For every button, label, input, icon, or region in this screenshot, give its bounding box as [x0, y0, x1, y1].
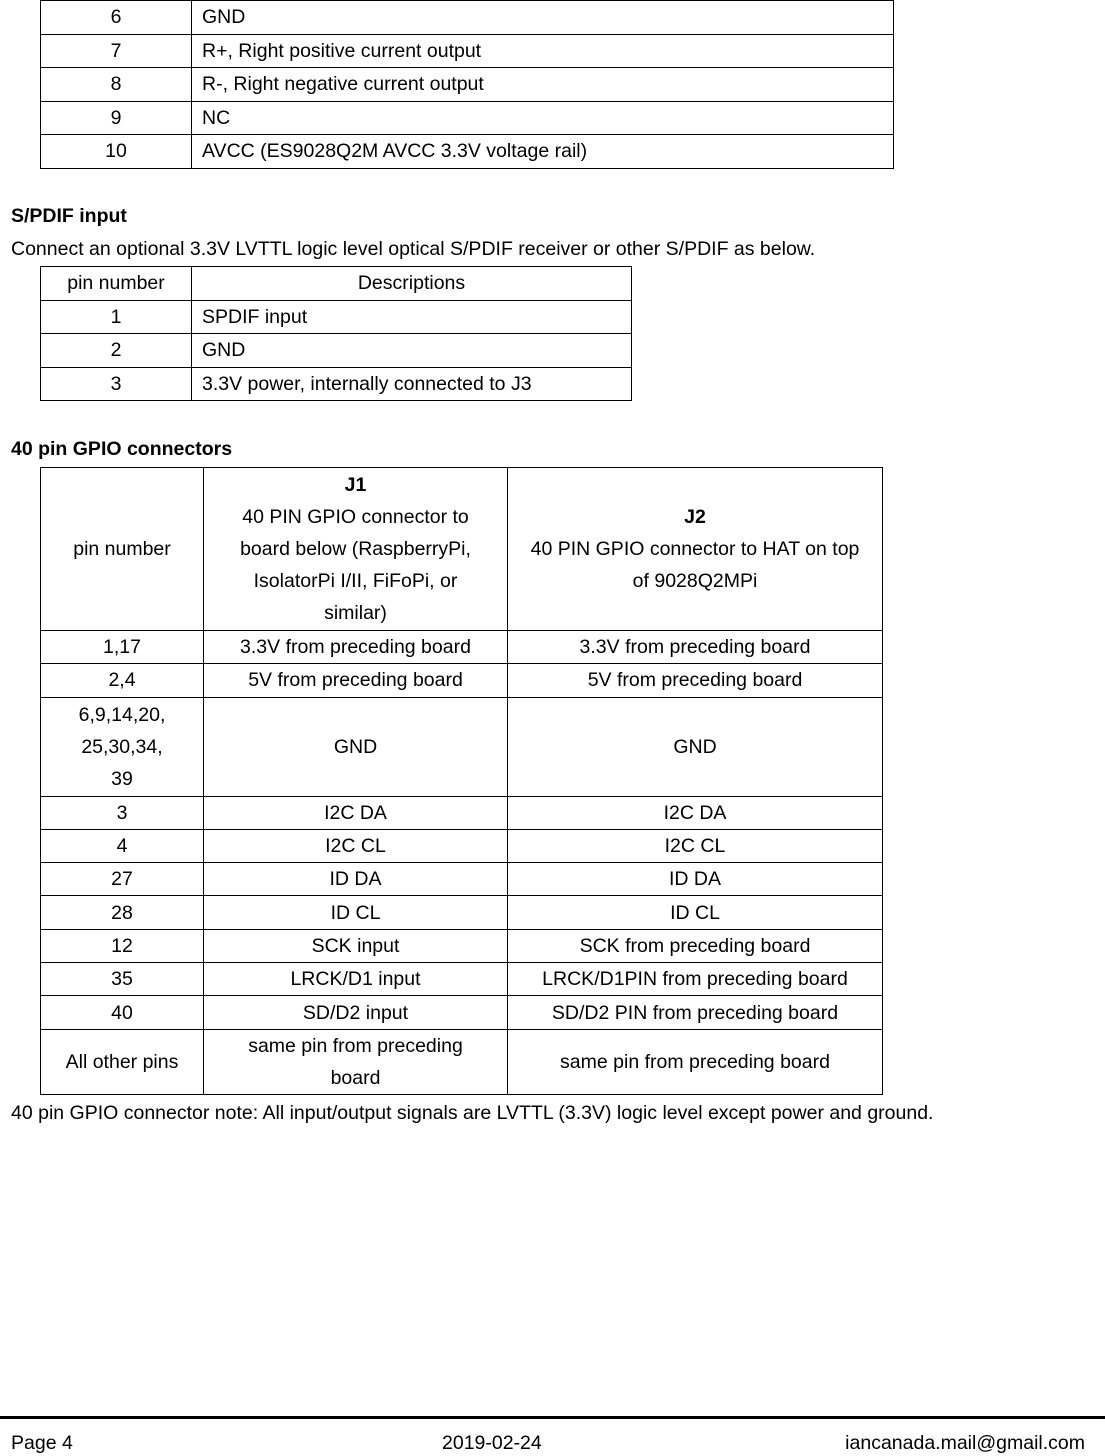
table-row — [41, 996, 883, 1029]
table-row — [41, 1, 894, 35]
table-row — [41, 829, 883, 862]
description-cell: 3.3V power, internally connected to J3 — [192, 367, 632, 401]
j2-cell: 5V from preceding board — [508, 664, 883, 697]
j2-title: J2 — [684, 506, 706, 528]
pin-cell: 3 — [41, 367, 192, 401]
j1-cell — [204, 1029, 508, 1094]
j1-line: same pin from preceding — [248, 1034, 463, 1057]
pin-cell: 4 — [41, 829, 204, 862]
j2-cell: SD/D2 PIN from preceding board — [508, 996, 883, 1029]
description-cell: R+, Right positive current output — [192, 34, 894, 68]
j1-header — [204, 468, 508, 631]
j1-cell: ID DA — [204, 863, 508, 896]
j1-desc-line: board below (RaspberryPi, — [240, 538, 471, 560]
j1-desc-line: similar) — [324, 602, 387, 624]
j2-cell: same pin from preceding board — [508, 1029, 883, 1094]
description-cell: AVCC (ES9028Q2M AVCC 3.3V voltage rail) — [192, 135, 894, 169]
j2-cell: GND — [508, 697, 883, 796]
pin-cell: 12 — [41, 929, 204, 962]
pin-cell: 1 — [41, 300, 192, 334]
description-cell: GND — [192, 334, 632, 368]
table-row — [41, 334, 632, 368]
pin-header: pin number — [41, 267, 192, 301]
pin-cell: 2 — [41, 334, 192, 368]
spdif-pin-table — [40, 266, 632, 401]
table-row — [41, 896, 883, 929]
pin-cell: 28 — [41, 896, 204, 929]
gpio-heading: 40 pin GPIO connectors — [11, 438, 233, 460]
footer-email: iancanada.mail@gmail.com — [845, 1432, 1085, 1454]
table-header-row — [41, 468, 883, 631]
j2-header — [508, 468, 883, 631]
pin-cell: 8 — [41, 68, 192, 102]
footer-date: 2019-02-24 — [442, 1432, 542, 1454]
table-row — [41, 135, 894, 169]
table-row — [41, 697, 883, 796]
pin-cell: 40 — [41, 996, 204, 1029]
pin-cell: 10 — [41, 135, 192, 169]
table-row — [41, 367, 632, 401]
j2-cell: ID DA — [508, 863, 883, 896]
j2-desc-line: 40 PIN GPIO connector to HAT on top — [530, 538, 860, 560]
description-header: Descriptions — [192, 267, 632, 301]
pin-line: 25,30,34, — [81, 735, 163, 758]
j1-cell: SCK input — [204, 929, 508, 962]
spdif-intro: Connect an optional 3.3V LVTTL logic level optical S/PDIF receiver or other S/PDIF as below. — [11, 238, 816, 260]
j1-title: J1 — [344, 474, 367, 496]
j1-cell: 5V from preceding board — [204, 664, 508, 697]
j1-desc-line: IsolatorPi I/II, FiFoPi, or — [253, 570, 458, 592]
j2-desc-line: of 9028Q2MPi — [632, 570, 758, 592]
table-row — [41, 863, 883, 896]
pin-cell: 35 — [41, 963, 204, 996]
page-number: Page 4 — [11, 1432, 73, 1454]
j2-cell: I2C CL — [508, 829, 883, 862]
j1-cell: LRCK/D1 input — [204, 963, 508, 996]
pin-cell: 1,17 — [41, 631, 204, 664]
j1-cell: SD/D2 input — [204, 996, 508, 1029]
pin-cell: All other pins — [41, 1029, 204, 1094]
pin-cell: 6 — [41, 1, 192, 35]
pin-cell — [41, 697, 204, 796]
j1-cell: ID CL — [204, 896, 508, 929]
pin-cell: 3 — [41, 796, 204, 829]
j1-line: board — [330, 1066, 381, 1089]
table-row — [41, 1029, 883, 1094]
footer-rule — [0, 1416, 1105, 1419]
table-row — [41, 796, 883, 829]
j2-cell: SCK from preceding board — [508, 929, 883, 962]
output-pin-table — [40, 0, 894, 169]
spdif-heading: S/PDIF input — [11, 205, 127, 227]
pin-cell: 27 — [41, 863, 204, 896]
table-row — [41, 34, 894, 68]
description-cell: NC — [192, 101, 894, 135]
table-row — [41, 68, 894, 102]
table-row — [41, 664, 883, 697]
table-row — [41, 963, 883, 996]
j1-desc-line: 40 PIN GPIO connector to — [242, 506, 469, 528]
pin-header: pin number — [41, 468, 204, 631]
j2-cell: I2C DA — [508, 796, 883, 829]
j2-cell: 3.3V from preceding board — [508, 631, 883, 664]
pin-line: 39 — [111, 767, 133, 790]
gpio-pin-table — [40, 467, 883, 1095]
description-cell: GND — [192, 1, 894, 35]
table-row — [41, 631, 883, 664]
pin-cell: 2,4 — [41, 664, 204, 697]
j1-cell: GND — [204, 697, 508, 796]
gpio-note: 40 pin GPIO connector note: All input/output signals are LVTTL (3.3V) logic level except power and ground. — [11, 1102, 934, 1124]
pin-line: 6,9,14,20, — [78, 703, 166, 726]
j2-cell: ID CL — [508, 896, 883, 929]
j1-cell: 3.3V from preceding board — [204, 631, 508, 664]
table-header-row — [41, 267, 632, 301]
table-row — [41, 101, 894, 135]
description-cell: R-, Right negative current output — [192, 68, 894, 102]
table-row — [41, 300, 632, 334]
pin-cell: 9 — [41, 101, 192, 135]
pin-cell: 7 — [41, 34, 192, 68]
j1-cell: I2C DA — [204, 796, 508, 829]
j2-cell: LRCK/D1PIN from preceding board — [508, 963, 883, 996]
description-cell: SPDIF input — [192, 300, 632, 334]
table-row — [41, 929, 883, 962]
j1-cell: I2C CL — [204, 829, 508, 862]
